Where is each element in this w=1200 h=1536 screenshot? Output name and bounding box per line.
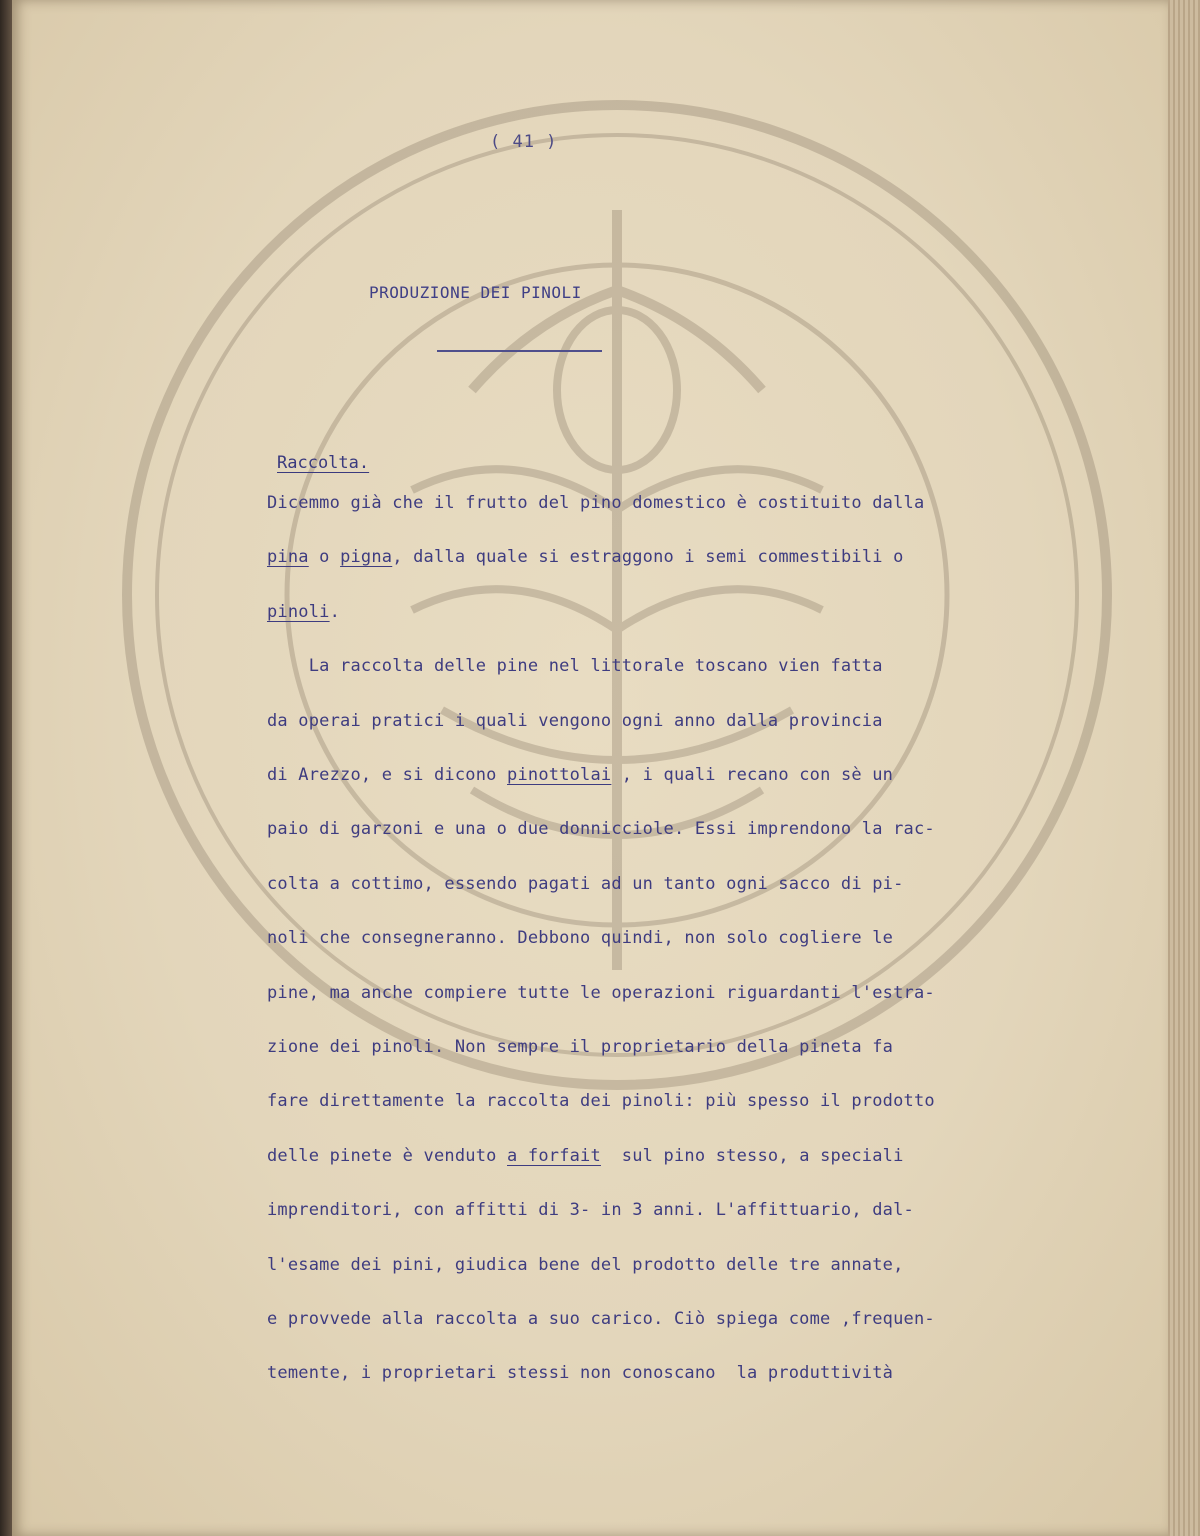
underlined-term: pinoli bbox=[267, 601, 330, 622]
text-line bbox=[267, 493, 924, 513]
underlined-term: pigna bbox=[340, 547, 393, 568]
text-segment: sul pino stesso, a speciali bbox=[600, 1145, 904, 1166]
title-underline-rule bbox=[437, 350, 602, 352]
text-segment: La raccolta delle pine nel littorale toscano vien fatta bbox=[267, 656, 883, 677]
underlined-term: pina bbox=[267, 547, 309, 568]
text-line bbox=[267, 1309, 935, 1329]
page-number: ( 41 ) bbox=[490, 132, 558, 152]
text-line bbox=[267, 874, 904, 894]
text-segment: . bbox=[329, 601, 341, 622]
text-segment: imprenditori, con affitti di 3- in 3 anni. L'affittuario, dal- bbox=[267, 1200, 914, 1221]
text-segment: da operai pratici i quali vengono ogni anno dalla provincia bbox=[267, 710, 883, 731]
text-line bbox=[267, 765, 893, 785]
text-segment: , i quali recano con sè un bbox=[611, 765, 894, 785]
text-line bbox=[267, 819, 935, 839]
text-segment: e provvede alla raccolta a suo carico. Ciò spiega come ,frequen- bbox=[267, 1309, 935, 1329]
text-line bbox=[267, 1363, 893, 1383]
text-line bbox=[267, 928, 893, 948]
text-segment: delle pinete è venduto bbox=[267, 1145, 508, 1166]
text-segment: , dalla quale si estraggono i semi commestibili o bbox=[392, 547, 904, 568]
library-seal-watermark bbox=[112, 90, 1122, 1100]
text-segment: noli che consegneranno. Debbono quindi, non solo cogliere le bbox=[267, 928, 894, 949]
text-segment: temente, i proprietari stessi non conoscano la produttività bbox=[267, 1363, 894, 1384]
text-segment: l'esame dei pini, giudica bene del prodotto delle tre annate, bbox=[267, 1254, 904, 1275]
text-line bbox=[267, 547, 904, 567]
chapter-title: PRODUZIONE DEI PINOLI bbox=[369, 283, 582, 302]
text-segment: di Arezzo, e si dicono bbox=[267, 765, 508, 785]
text-segment: pine, ma anche compiere tutte le operazioni riguardanti l'estra- bbox=[267, 982, 935, 1003]
text-line bbox=[267, 656, 883, 676]
section-heading: Raccolta. bbox=[277, 453, 370, 473]
text-segment: zione dei pinoli. Non sempre il proprietario della pineta fa bbox=[267, 1037, 894, 1057]
text-segment: colta a cottimo, essendo pagati ad un tanto ogni sacco di pi- bbox=[267, 873, 904, 894]
text-segment: o bbox=[308, 547, 341, 568]
text-line bbox=[267, 1037, 893, 1057]
text-line bbox=[267, 711, 883, 731]
document-page bbox=[12, 0, 1168, 1536]
text-segment: fare direttamente la raccolta dei pinoli: più spesso il prodotto bbox=[267, 1091, 935, 1112]
text-line bbox=[267, 1255, 904, 1275]
text-line bbox=[267, 983, 935, 1003]
text-segment: Dicemmo già che il frutto del pino domestico è costituito dalla bbox=[267, 493, 925, 513]
text-line bbox=[267, 1200, 914, 1220]
text-line bbox=[267, 1091, 935, 1111]
text-segment: paio di garzoni e una o due donnicciole. Essi imprendono la rac- bbox=[267, 819, 935, 840]
text-line bbox=[267, 602, 340, 622]
underlined-term: pinottolai bbox=[507, 765, 612, 785]
text-line bbox=[267, 1146, 904, 1166]
underlined-term: a forfait bbox=[507, 1145, 601, 1166]
